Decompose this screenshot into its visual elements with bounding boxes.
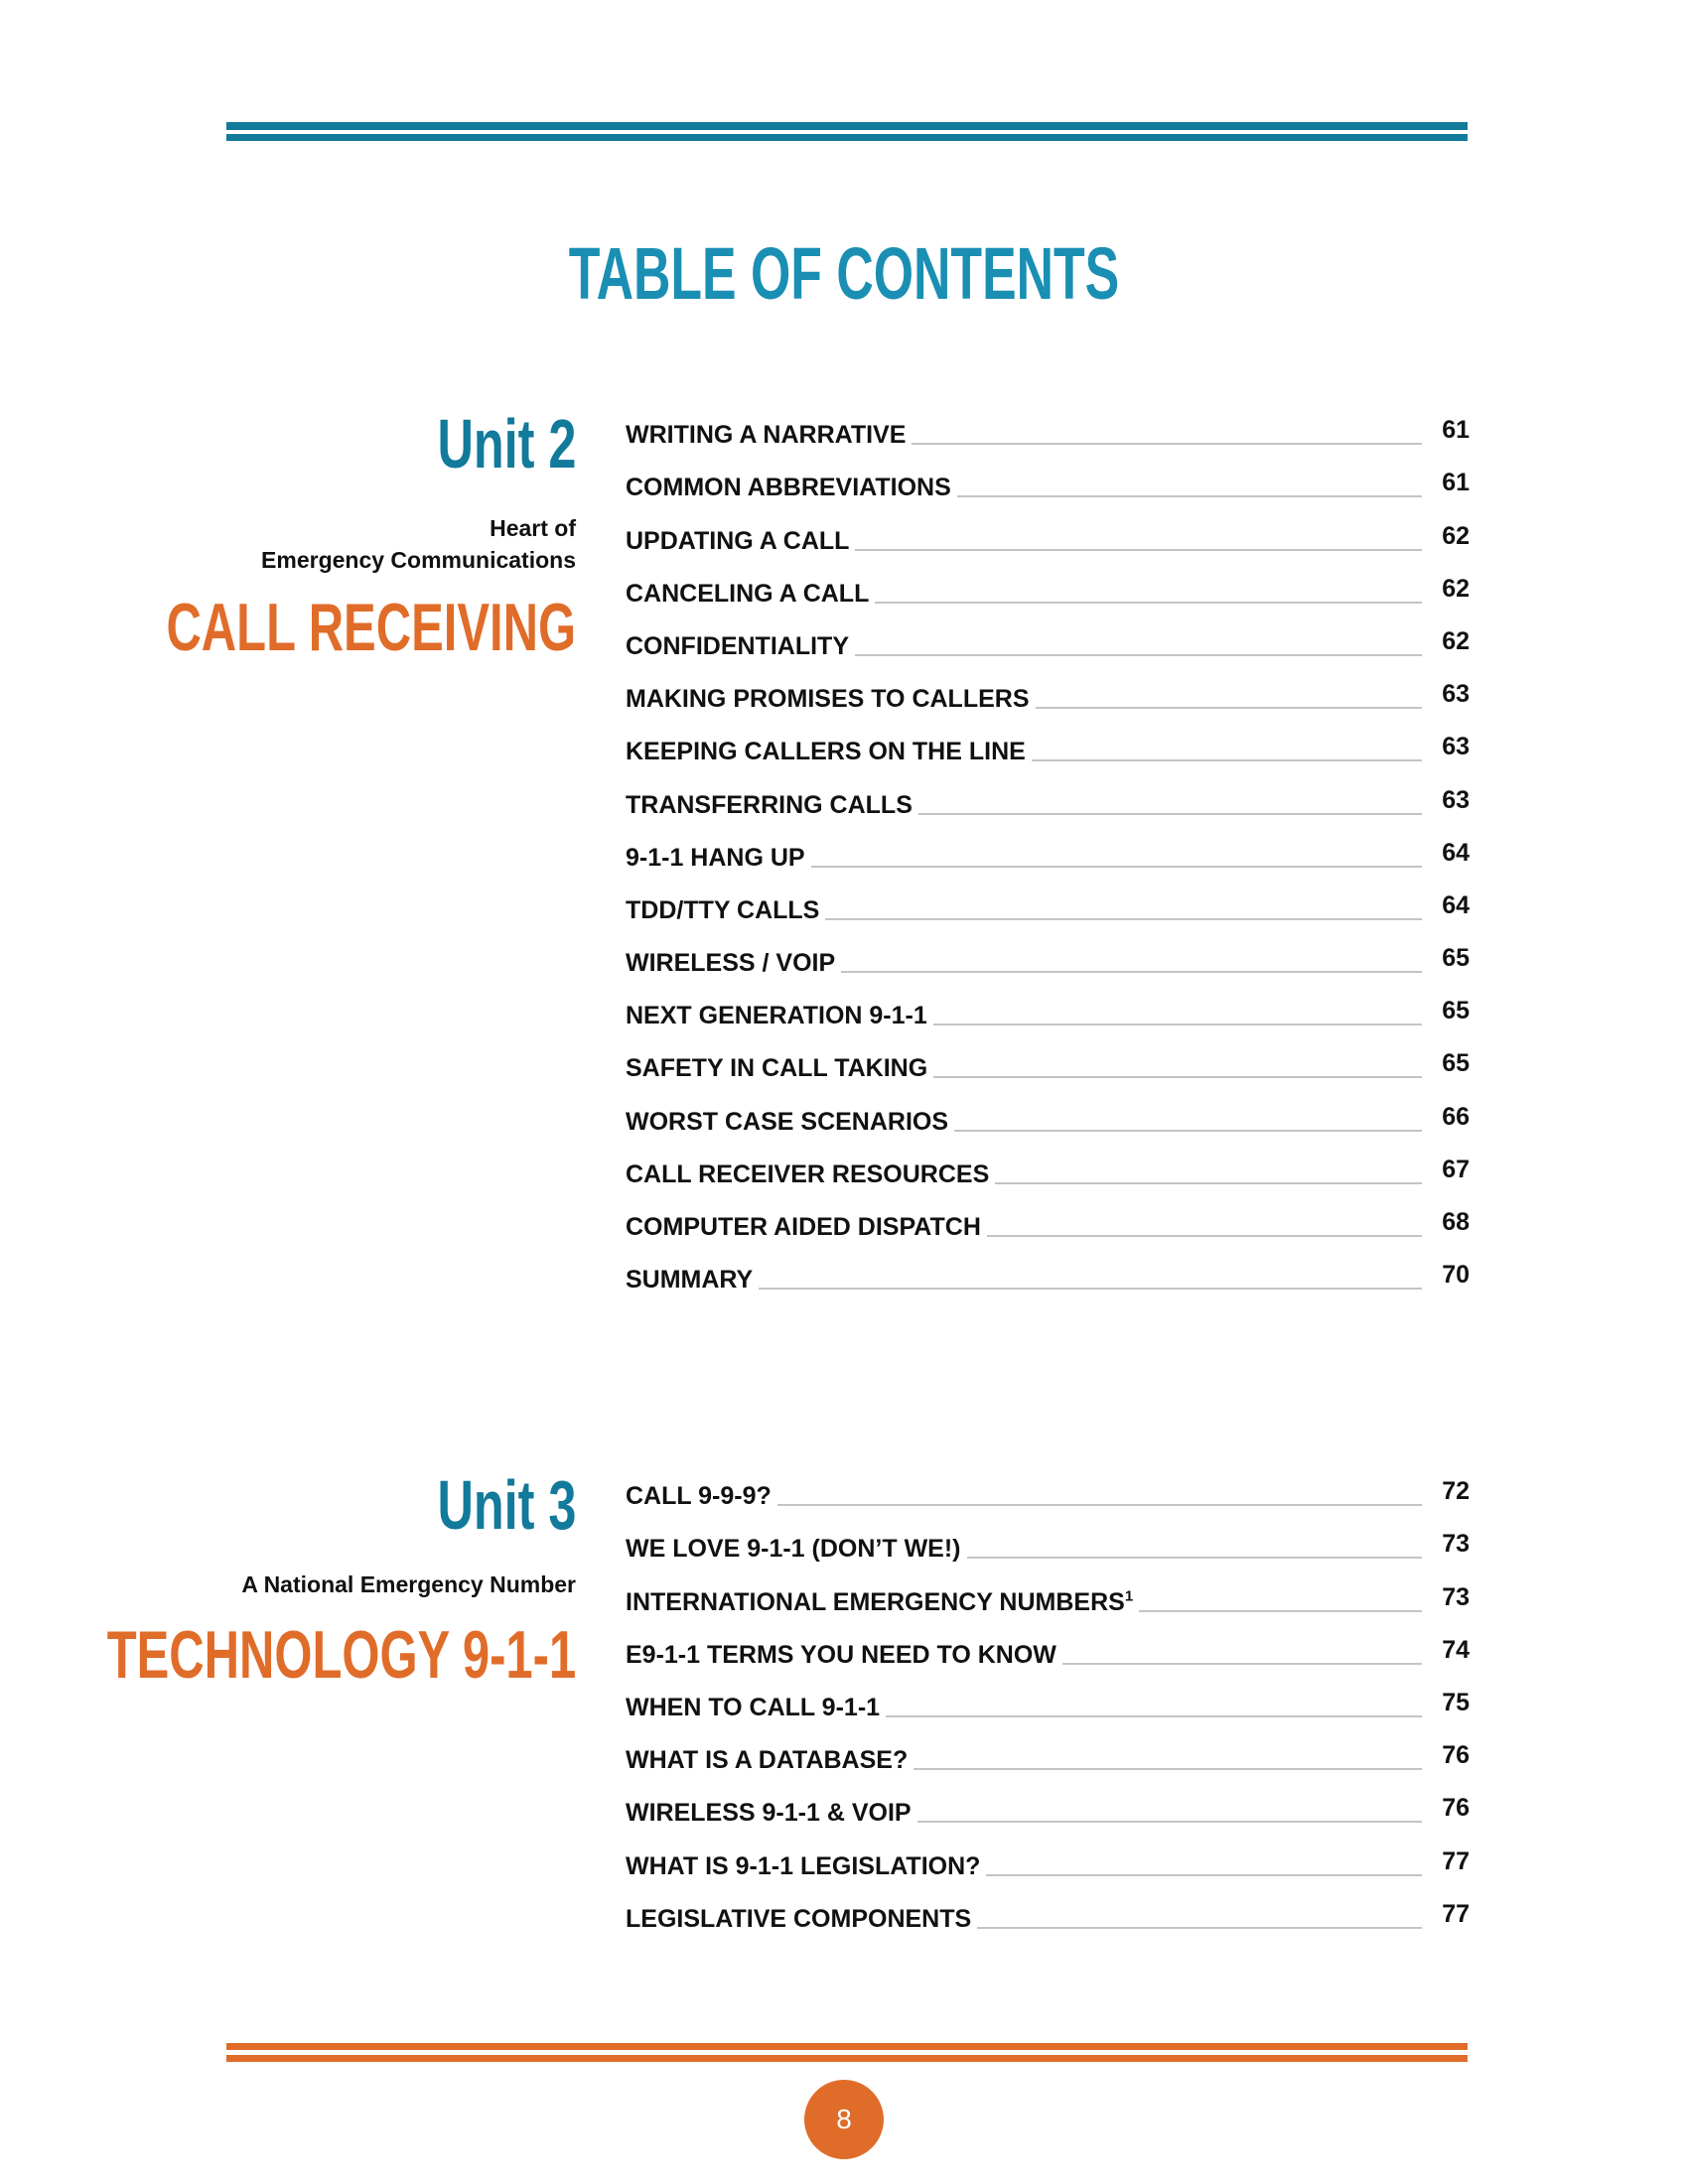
unit-2-subtitle (261, 512, 576, 576)
unit-3-name (0, 1617, 576, 1693)
toc-entry-title-text: TRANSFERRING CALLS (626, 790, 913, 819)
toc-entry-title-text: CALL RECEIVER RESOURCES (626, 1160, 990, 1188)
toc-entry-title (626, 843, 811, 877)
toc-entry[interactable] (626, 824, 1470, 877)
toc-entry-title-text: CONFIDENTIALITY (626, 631, 849, 660)
toc-entry-title-text: NEXT GENERATION 9-1-1 (626, 1002, 927, 1030)
leader-line (875, 602, 1422, 604)
toc-entry-page-number: 67 (1442, 1155, 1470, 1183)
toc-entry[interactable] (626, 1462, 1470, 1515)
toc-entry-title-text: MAKING PROMISES TO CALLERS (626, 685, 1030, 714)
toc-entry-page-number: 63 (1442, 680, 1470, 709)
header-rule-bottom (226, 134, 1468, 141)
toc-entry-title (626, 1056, 933, 1087)
leader-line (1036, 707, 1422, 709)
toc-entry-page-number: 64 (1442, 838, 1470, 867)
toc-entry-page-number: 65 (1442, 997, 1470, 1025)
toc-entry[interactable] (626, 613, 1470, 665)
toc-entry[interactable] (626, 1515, 1470, 1568)
toc-entry[interactable] (626, 1832, 1470, 1884)
toc-entry-page-number: 65 (1442, 1049, 1470, 1078)
toc-entry-title (626, 790, 918, 824)
toc-entry[interactable] (626, 1568, 1470, 1620)
unit-3-entry-list (626, 1462, 1470, 1938)
leader-line (1139, 1610, 1422, 1612)
leader-line (759, 1288, 1422, 1290)
toc-entry-title (626, 740, 1032, 770)
unit-2-heading-text: Unit 2 (436, 405, 576, 482)
header-rule-top (226, 122, 1468, 130)
toc-entry-title-text: WRITING A NARRATIVE (626, 421, 907, 450)
leader-line (986, 1874, 1422, 1876)
toc-entry-page-number: 73 (1442, 1530, 1470, 1559)
toc-entry-title (626, 631, 855, 665)
toc-entry-title (626, 687, 1036, 718)
toc-entry[interactable] (626, 665, 1470, 718)
footnote-marker: 1 (1124, 1587, 1134, 1605)
toc-entry-title (626, 1801, 917, 1832)
toc-entry-title-text: WHAT IS A DATABASE? (626, 1746, 909, 1775)
leader-line (912, 443, 1422, 445)
toc-entry-page-number: 76 (1442, 1794, 1470, 1823)
toc-entry-page-number: 66 (1442, 1102, 1470, 1131)
leader-line (1062, 1663, 1422, 1665)
toc-entry-title (626, 1693, 886, 1726)
toc-entry-title (626, 1004, 933, 1034)
toc-entry-page-number: 72 (1442, 1477, 1470, 1506)
toc-entry-title (626, 526, 855, 560)
unit-2-name-text: CALL RECEIVING (166, 590, 576, 665)
toc-entry-title-text: COMMON ABBREVIATIONS (626, 474, 951, 502)
toc-entry-title (626, 579, 875, 613)
unit-2-subtitle-line-2: Emergency Communications (261, 547, 576, 573)
leader-line (914, 1768, 1422, 1770)
toc-entry[interactable] (626, 506, 1470, 559)
toc-entry-title-text: CANCELING A CALL (626, 579, 870, 608)
toc-entry-title-text: 9-1-1 HANG UP (626, 843, 805, 872)
toc-entry-title (626, 895, 825, 929)
leader-line (811, 866, 1422, 868)
toc-entry[interactable] (626, 929, 1470, 982)
toc-entry-title-text: SAFETY IN CALL TAKING (626, 1054, 928, 1083)
leader-line (987, 1235, 1422, 1237)
toc-entry-title-text: WIRELESS 9-1-1 & VOIP (626, 1799, 912, 1828)
toc-entry-title-text: WHEN TO CALL 9-1-1 (626, 1693, 881, 1721)
toc-entry-title-text: UPDATING A CALL (626, 526, 850, 555)
leader-line (855, 549, 1422, 551)
toc-entry[interactable] (626, 1621, 1470, 1674)
page-number: 8 (836, 2104, 852, 2134)
toc-entry-page-number: 70 (1442, 1261, 1470, 1290)
toc-entry[interactable] (626, 560, 1470, 613)
unit-2-name (7, 590, 576, 665)
toc-entry-title (626, 1162, 995, 1193)
toc-entry[interactable] (626, 401, 1470, 454)
toc-entry-page-number: 65 (1442, 944, 1470, 973)
toc-entry-title (626, 1107, 954, 1141)
toc-entry-page-number: 75 (1442, 1688, 1470, 1716)
toc-entry-title-text: LEGISLATIVE COMPONENTS (626, 1904, 972, 1933)
leader-line (967, 1557, 1423, 1559)
toc-entry-title-text: WHAT IS 9-1-1 LEGISLATION? (626, 1851, 981, 1880)
unit-3-heading (383, 1466, 576, 1544)
toc-entry-title (626, 1587, 1139, 1621)
toc-entry-title (626, 1748, 914, 1779)
toc-entry[interactable] (626, 1726, 1470, 1779)
leader-line (886, 1715, 1422, 1717)
toc-entry[interactable] (626, 770, 1470, 823)
toc-entry[interactable] (626, 877, 1470, 929)
toc-entry-page-number: 61 (1442, 416, 1470, 445)
unit-2-entry-list (626, 401, 1470, 1298)
toc-entry-page-number: 76 (1442, 1741, 1470, 1770)
page-title-text: TABLE OF CONTENTS (568, 232, 1120, 315)
toc-entry-title (626, 1268, 759, 1298)
leader-line (933, 1024, 1422, 1025)
toc-entry-page-number: 73 (1442, 1582, 1470, 1611)
toc-entry-page-number: 63 (1442, 785, 1470, 814)
toc-entry-title (626, 1215, 987, 1246)
toc-entry[interactable] (626, 1193, 1470, 1246)
toc-entry-page-number: 62 (1442, 574, 1470, 603)
leader-line (957, 495, 1422, 497)
toc-entry-title (626, 1640, 1062, 1674)
toc-entry-title (626, 423, 912, 454)
toc-entry-title-text: WE LOVE 9-1-1 (DON’T WE!) (626, 1535, 961, 1564)
leader-line (855, 654, 1422, 656)
toc-entry-page-number: 61 (1442, 469, 1470, 497)
toc-entry[interactable] (626, 1779, 1470, 1832)
toc-entry-page-number: 62 (1442, 521, 1470, 550)
leader-line (933, 1076, 1422, 1078)
toc-entry-title-text: SUMMARY (626, 1266, 754, 1295)
toc-entry-page-number: 77 (1442, 1899, 1470, 1928)
toc-entry-title (626, 1537, 967, 1568)
footer-rule-top (226, 2043, 1468, 2050)
toc-entry-title-text: CALL 9-9-9? (626, 1482, 772, 1511)
leader-line (954, 1130, 1422, 1132)
leader-line (918, 813, 1422, 815)
toc-entry-page-number: 64 (1442, 890, 1470, 919)
toc-entry-title-text: COMPUTER AIDED DISPATCH (626, 1213, 981, 1241)
unit-3-heading-text: Unit 3 (436, 1466, 576, 1544)
leader-line (917, 1821, 1422, 1823)
toc-entry[interactable] (626, 1034, 1470, 1087)
toc-entry-title-text: INTERNATIONAL EMERGENCY NUMBERS (626, 1587, 1125, 1616)
toc-entry[interactable] (626, 718, 1470, 770)
toc-entry-title (626, 1484, 777, 1515)
toc-entry[interactable] (626, 1885, 1470, 1938)
toc-entry-title-text: WIRELESS / VOIP (626, 949, 836, 978)
toc-entry[interactable] (626, 1246, 1470, 1298)
toc-entry-title-text: KEEPING CALLERS ON THE LINE (626, 738, 1026, 766)
leader-line (995, 1182, 1422, 1184)
unit-2-subtitle-line-1: Heart of (490, 515, 576, 541)
unit-3-subtitle (241, 1569, 576, 1600)
leader-line (777, 1504, 1422, 1506)
toc-entry-title (626, 1904, 977, 1938)
toc-entry[interactable] (626, 1141, 1470, 1193)
toc-entry-title-text: TDD/TTY CALLS (626, 895, 820, 924)
page-title (0, 234, 1688, 314)
leader-line (1032, 759, 1422, 761)
toc-entry-page-number: 68 (1442, 1208, 1470, 1236)
toc-entry[interactable] (626, 1087, 1470, 1140)
footer-rule-bottom (226, 2055, 1468, 2062)
toc-entry-title (626, 1851, 986, 1885)
leader-line (825, 918, 1422, 920)
toc-entry-page-number: 74 (1442, 1635, 1470, 1664)
page-number-badge (804, 2080, 884, 2159)
toc-entry[interactable] (626, 454, 1470, 506)
toc-entry[interactable] (626, 982, 1470, 1034)
unit-2-heading (383, 405, 576, 482)
toc-entry-title-text: WORST CASE SCENARIOS (626, 1107, 949, 1136)
toc-entry[interactable] (626, 1674, 1470, 1726)
toc-entry-page-number: 62 (1442, 626, 1470, 655)
leader-line (977, 1927, 1422, 1929)
toc-entry-title-text: E9-1-1 TERMS YOU NEED TO KNOW (626, 1640, 1056, 1669)
toc-entry-title (626, 951, 841, 982)
toc-entry-title (626, 476, 957, 506)
leader-line (841, 971, 1422, 973)
unit-3-name-text: TECHNOLOGY 9-1-1 (106, 1617, 576, 1693)
toc-entry-page-number: 77 (1442, 1846, 1470, 1875)
toc-entry-page-number: 63 (1442, 733, 1470, 761)
unit-3-subtitle-line-1: A National Emergency Number (241, 1571, 576, 1597)
